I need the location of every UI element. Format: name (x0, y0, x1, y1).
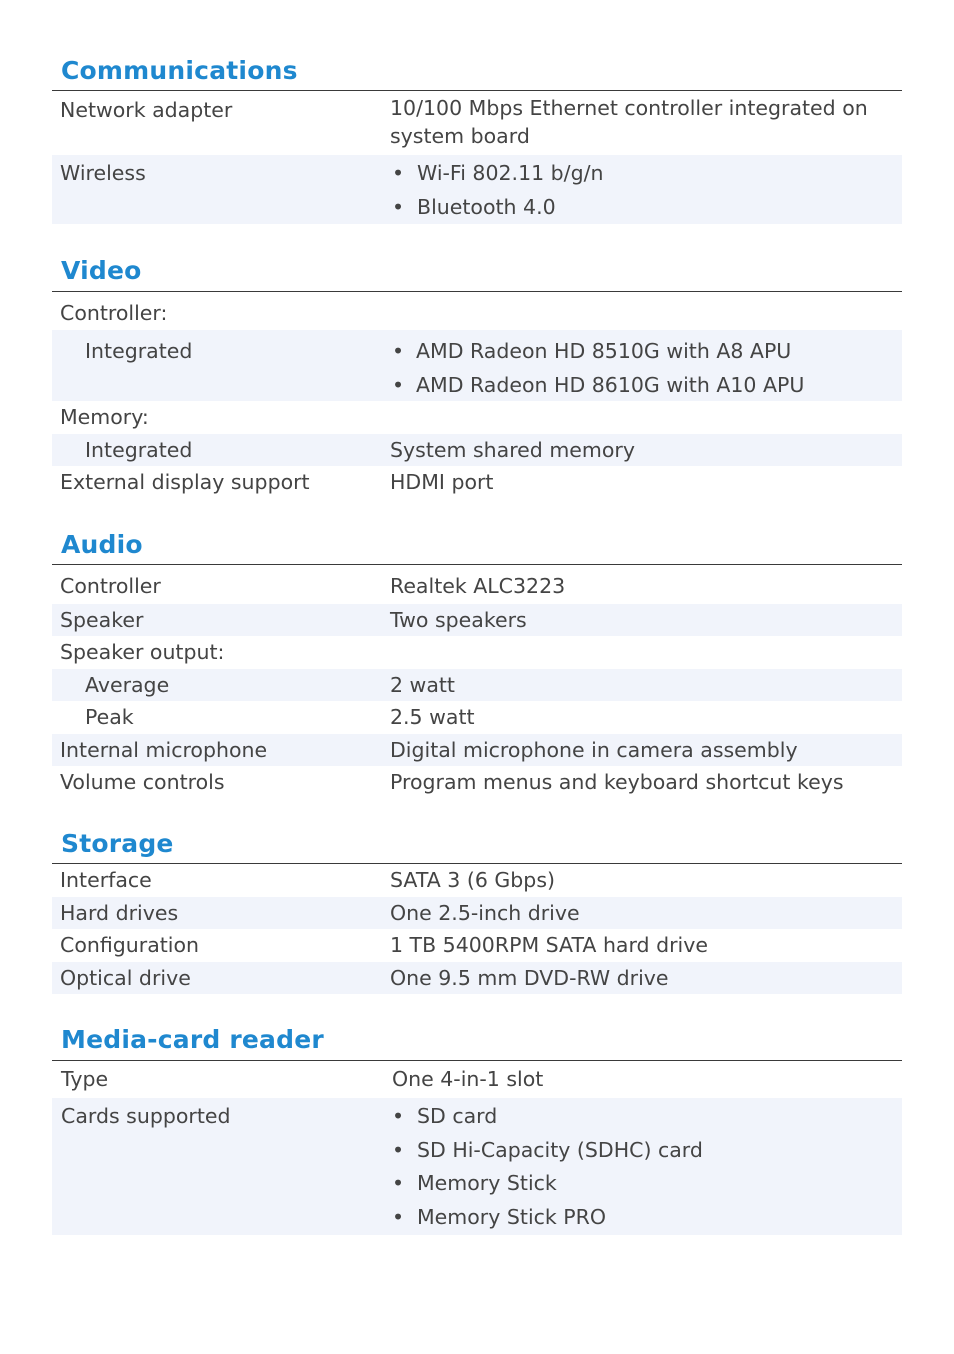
section-storage (52, 827, 902, 990)
table-row (52, 701, 902, 734)
bullet-list (390, 335, 890, 402)
row-label: Integrated (85, 339, 193, 363)
bullet-icon: • (392, 1104, 405, 1128)
row-label: Cards supported (61, 1104, 231, 1128)
section-communications (52, 54, 902, 219)
row-value: System shared memory (390, 438, 635, 462)
list-item: • Bluetooth 4.0 (390, 191, 890, 225)
bullet-list (390, 1100, 890, 1234)
table-row (52, 897, 902, 929)
row-value: Two speakers (390, 608, 527, 632)
row-value: HDMI port (390, 470, 494, 494)
bullet-icon: • (392, 161, 405, 185)
table-row (52, 1098, 902, 1235)
table-row (52, 91, 902, 155)
list-item: • Memory Stick PRO (390, 1201, 890, 1235)
table-row (52, 1061, 902, 1098)
row-label: Internal microphone (60, 738, 268, 762)
section-title: Storage (61, 829, 174, 858)
list-item: • AMD Radeon HD 8510G with A8 APU (390, 335, 890, 369)
row-label: Controller (60, 574, 161, 598)
row-label: Speaker (60, 608, 144, 632)
table-row (52, 401, 902, 434)
row-value: 10/100 Mbps Ethernet controller integrated on system board (390, 96, 868, 148)
section-title: Video (61, 256, 142, 285)
section-audio (52, 528, 902, 794)
row-label: Speaker output: (60, 640, 225, 664)
row-label: Integrated (85, 438, 193, 462)
bullet-icon: • (392, 194, 405, 219)
bullet-icon: • (392, 372, 405, 397)
row-value: One 4-in-1 slot (392, 1067, 544, 1091)
section-title: Audio (61, 530, 143, 559)
section-title: Media-card reader (61, 1025, 324, 1054)
table-row (52, 766, 902, 799)
section-video (52, 254, 902, 494)
table-row (52, 962, 902, 994)
row-label: Network adapter (60, 98, 233, 122)
section-media-card-reader (52, 1023, 902, 1229)
row-value: One 9.5 mm DVD-RW drive (390, 966, 669, 990)
row-label: Memory: (60, 405, 149, 429)
row-value: Digital microphone in camera assembly (390, 738, 798, 762)
row-label: Optical drive (60, 966, 191, 990)
row-value: 2 watt (390, 673, 455, 697)
table-row (52, 669, 902, 701)
table-row (52, 434, 902, 466)
row-label: Average (85, 673, 170, 697)
list-item: • SD card (390, 1100, 890, 1134)
row-label: Volume controls (60, 770, 225, 794)
list-item: • Memory Stick (390, 1167, 890, 1201)
row-value: One 2.5-inch drive (390, 901, 580, 925)
bullet-icon: • (392, 1204, 405, 1229)
row-label: Interface (60, 868, 152, 892)
row-label: Controller: (60, 301, 168, 325)
row-value: 1 TB 5400RPM SATA hard drive (390, 933, 708, 957)
bullet-icon: • (392, 1137, 405, 1162)
table-row (52, 604, 902, 636)
table-row (52, 565, 902, 604)
table-row (52, 929, 902, 962)
bullet-icon: • (392, 339, 405, 363)
table-row (52, 466, 902, 499)
list-item: • AMD Radeon HD 8610G with A10 APU (390, 369, 890, 403)
row-value: Realtek ALC3223 (390, 574, 566, 598)
section-title: Communications (61, 56, 298, 85)
row-value: Program menus and keyboard shortcut keys (390, 770, 844, 794)
row-value: SATA 3 (6 Gbps) (390, 868, 556, 892)
row-label: External display support (60, 470, 310, 494)
row-label: Type (61, 1067, 109, 1091)
row-label: Peak (85, 705, 134, 729)
table-row (52, 155, 902, 224)
row-label: Hard drives (60, 901, 179, 925)
row-value: 2.5 watt (390, 705, 475, 729)
row-label: Configuration (60, 933, 200, 957)
table-row (52, 292, 902, 330)
list-item: • Wi-Fi 802.11 b/g/n (390, 157, 890, 191)
table-row (52, 864, 902, 897)
list-item: • SD Hi-Capacity (SDHC) card (390, 1134, 890, 1168)
row-label: Wireless (60, 161, 146, 185)
table-row (52, 636, 902, 669)
bullet-icon: • (392, 1171, 405, 1195)
table-row (52, 734, 902, 766)
bullet-list (390, 157, 890, 224)
table-row (52, 330, 902, 401)
